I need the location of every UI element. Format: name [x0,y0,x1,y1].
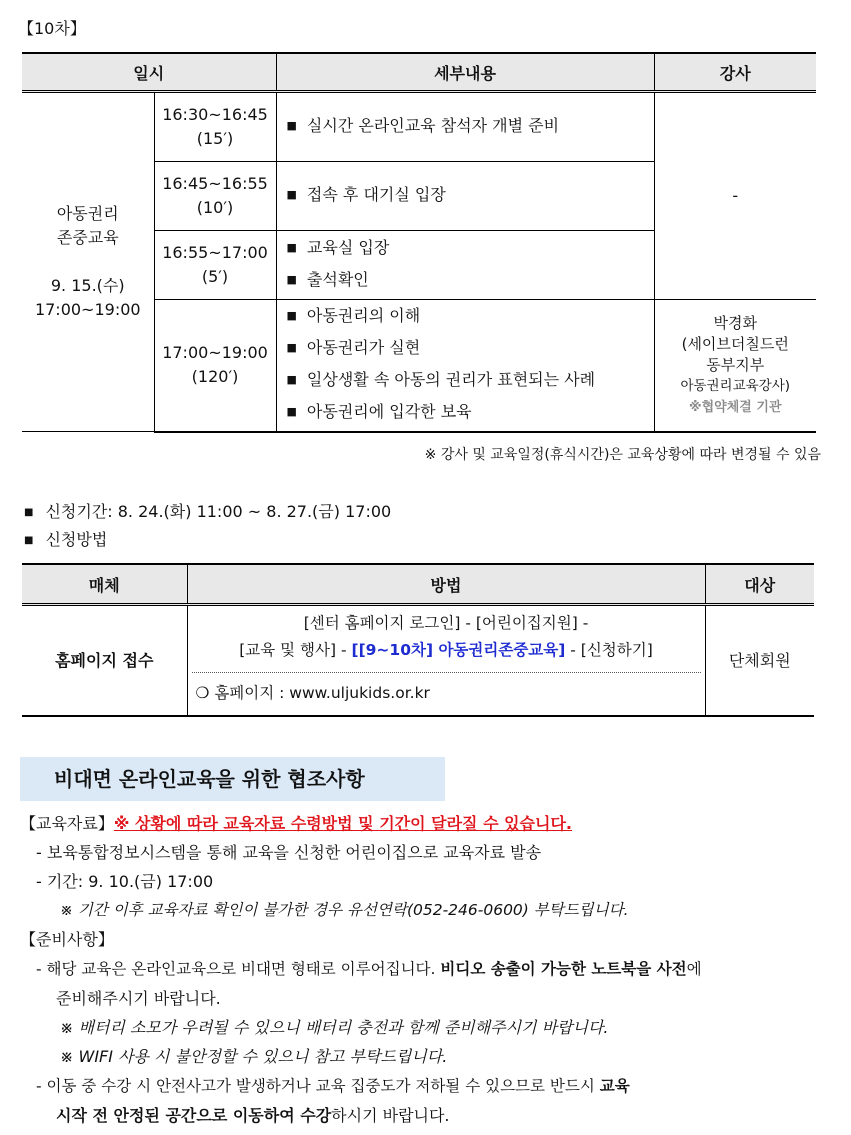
materials-warning: ※ 상황에 따라 교육자료 수령방법 및 기간이 달라질 수 있습니다. [113,814,572,833]
prep-text: - 해당 교육은 온라인교육으로 비대면 형태로 이루어집니다. [36,960,441,978]
instructor-org: 아동권리교육강사) [680,377,791,394]
duration: (120′) [191,367,239,387]
schedule-table [22,52,816,433]
materials-label: 【교육자료】 [20,814,114,833]
materials-heading [20,811,572,834]
session-time: 17:00~19:00 [34,300,141,319]
prep-bold: 교육 [599,1077,630,1095]
time-cell [154,92,276,162]
time-cell [154,162,276,231]
instructor-org: 동부지부 [706,355,765,374]
header-details: 세부내용 [276,53,654,92]
content-item: ■ 아동권리가 실현 [287,333,654,365]
content-item: ■ 실시간 온라인교육 참석자 개별 준비 [287,111,654,143]
schedule-header-row [22,53,816,92]
method-line-2 [192,637,701,664]
prep-bold: 시작 전 안정된 공간으로 이동하여 수강 [56,1106,332,1125]
header-datetime: 일시 [22,53,276,92]
instructor-cell [654,300,816,432]
prep-line-2 [36,1074,630,1096]
content-item: ■ 아동권리의 이해 [287,301,654,333]
content-item: ■ 접속 후 대기실 입장 [287,180,654,212]
session-date-cell [22,92,154,432]
method-highlight: [[9~10차] 아동권리존중교육] [351,641,566,659]
content-item: ■ 출석확인 [287,265,654,297]
application-row [22,605,814,717]
time-range: 16:30~16:45 [162,105,268,124]
session-name-1: 아동권리 [56,204,119,223]
content-cell [276,231,654,300]
method-step: - [신청하기] [565,641,653,659]
prep-line-1 [36,957,702,979]
content-cell [276,92,654,162]
media-cell: 홈페이지 접수 [22,605,187,717]
schedule-row [22,92,816,162]
instructor-name: 박경화 [713,313,757,332]
prep-line-2b [56,1103,450,1126]
cooperation-title: 비대면 온라인교육을 위한 협조사항 [20,757,445,801]
time-range: 17:00~19:00 [162,343,268,363]
header-target: 대상 [705,564,814,605]
materials-note: ※ 기간 이후 교육자료 확인이 불가한 경우 유선연락(052-246-0600) 부탁드립니다. [60,901,629,919]
prep-note-2: ※ WIFI 사용 시 불안정할 수 있으니 참고 부탁드립니다. [60,1047,448,1066]
method-line-1: [센터 홈페이지 로그인] - [어린이집지원] - [303,614,589,632]
content-cell [276,162,654,231]
prep-text: - 이동 중 수강 시 안전사고가 발생하거나 교육 집중도가 저하될 수 있으므로 반드시 [36,1077,600,1095]
prep-text: 에 [686,960,702,978]
time-range: 16:55~17:00 [162,243,268,262]
content-item: ■ 교육실 입장 [287,233,654,265]
header-instructor: 강사 [654,53,816,92]
materials-line-2: - 기간: 9. 10.(금) 17:00 [36,872,214,891]
time-cell [154,300,276,432]
homepage-link[interactable]: ❍ 홈페이지 : www.uljukids.or.kr [195,684,430,702]
prep-line-1b: 준비해주시기 바랍니다. [56,989,221,1008]
instructor-note: ※협약체결 기관 [688,399,782,415]
method-steps [192,606,701,673]
application-table [22,563,814,717]
header-method: 방법 [187,564,705,605]
application-method-title: ■ 신청방법 [24,527,107,550]
time-range: 16:45~16:55 [162,174,268,193]
method-cell [187,605,705,717]
duration: (15′) [196,129,234,148]
time-cell [154,231,276,300]
duration: (10′) [196,198,234,217]
content-item: ■ 일상생활 속 아동의 권리가 표현되는 사례 [287,365,654,397]
schedule-footnote: ※ 강사 및 교육일정(휴식시간)은 교육상황에 따라 변경될 수 있음 [424,447,821,463]
duration: (5′) [201,267,229,286]
session-name-2: 존중교육 [56,228,119,247]
content-cell [276,300,654,432]
application-period: ■ 신청기간: 8. 24.(화) 11:00 ~ 8. 27.(금) 17:00 [24,499,391,522]
materials-line-1: - 보육통합정보시스템을 통해 교육을 신청한 어린이집으로 교육자료 발송 [36,843,542,862]
header-media: 매체 [22,564,187,605]
prep-bold: 비디오 송출이 가능한 노트북을 사전 [440,960,687,978]
method-step: [교육 및 행사] - [239,641,352,659]
instructor-dash-cell: - [654,92,816,300]
round-title: 【10차】 [18,19,86,38]
prep-label: 【준비사항】 [20,930,114,949]
application-header-row [22,564,814,605]
prep-note-1: ※ 배터리 소모가 우려될 수 있으니 배터리 충전과 함께 준비해주시기 바랍니다. [60,1018,609,1037]
content-item: ■ 아동권리에 입각한 보육 [287,397,654,429]
instructor-org: (세이브더칠드런 [681,334,789,353]
session-date: 9. 15.(수) [50,276,125,295]
target-cell: 단체회원 [705,605,814,717]
prep-text: 하시기 바랍니다. [331,1106,450,1125]
